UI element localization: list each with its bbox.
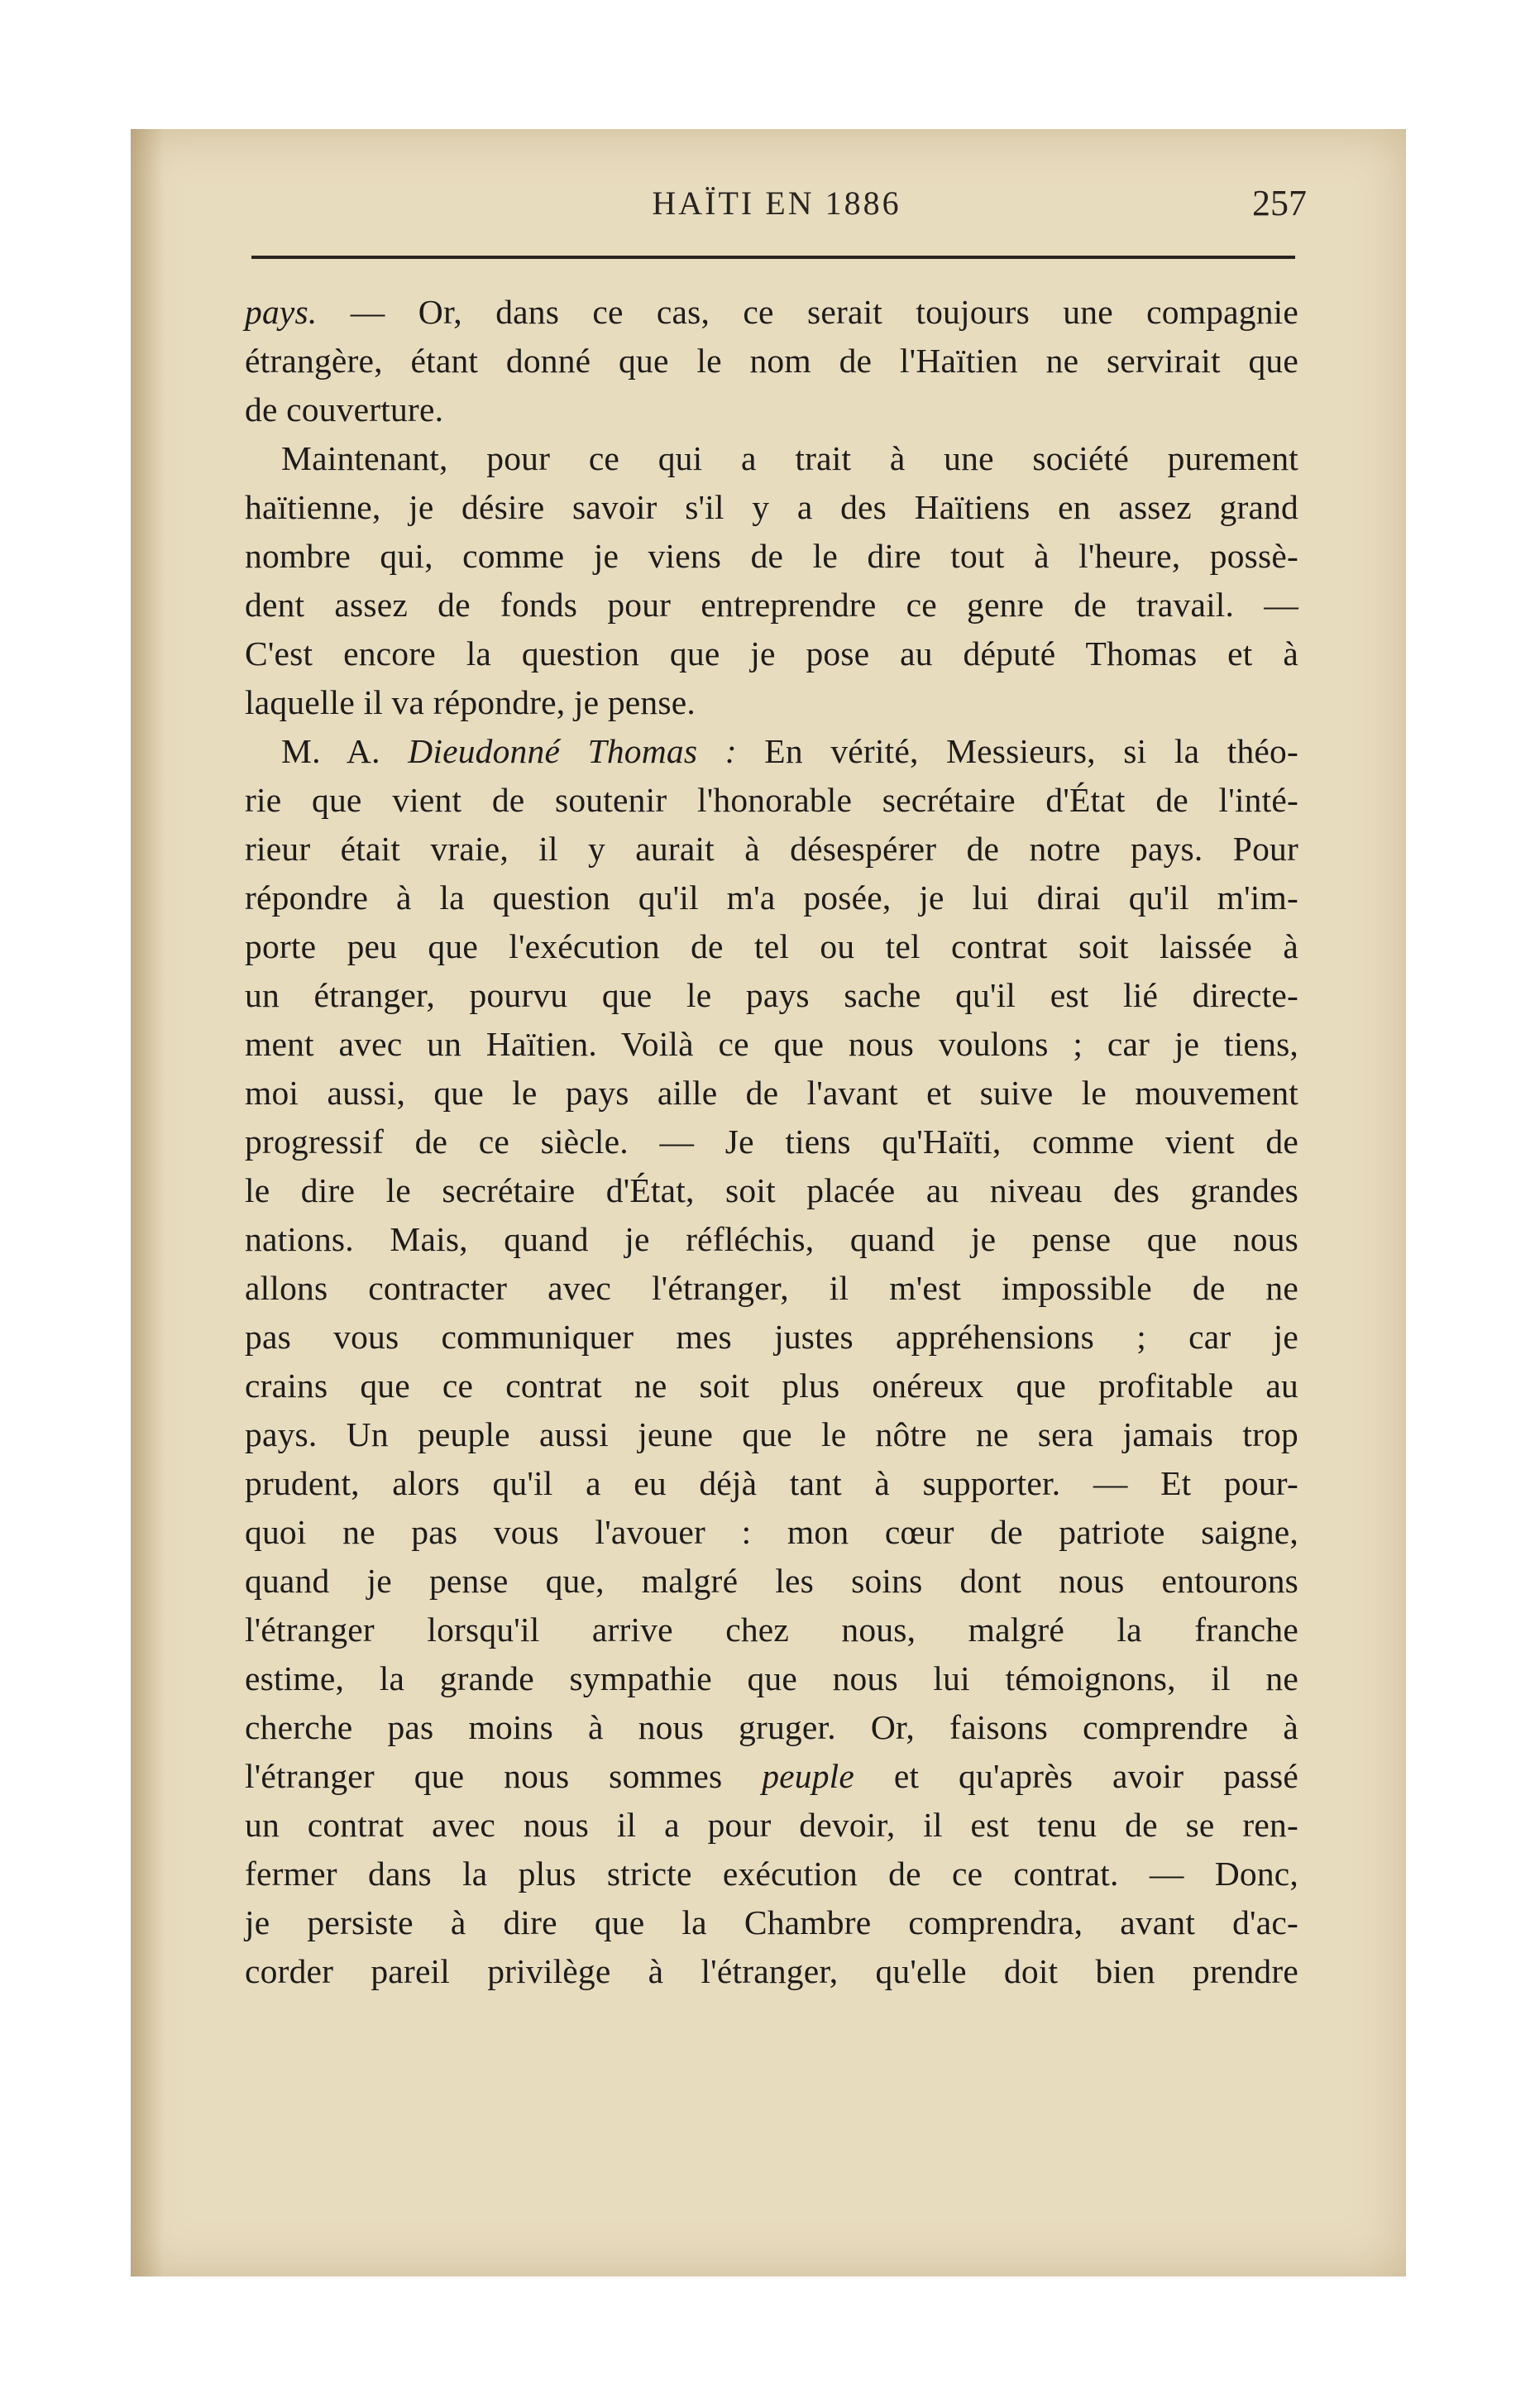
text-line: de couverture. — [245, 390, 444, 428]
text-fragment: l'étranger que nous sommes — [245, 1757, 763, 1795]
header-rule — [251, 256, 1295, 259]
text-line: crains que ce contrat ne soit plus onéreux que profitable au — [245, 1367, 1298, 1405]
text-line — [245, 727, 1298, 776]
page-number: 257 — [1252, 183, 1307, 223]
text-line: rie que vient de soutenir l'honorable secrétaire d'État de l'inté- — [245, 781, 1298, 819]
text-line: fermer dans la plus stricte exécution de ce contrat. — Donc, — [245, 1855, 1298, 1893]
text-line: nations. Mais, quand je réfléchis, quand je pense que nous — [245, 1220, 1298, 1258]
text-line: le dire le secrétaire d'État, soit placée au niveau des grandes — [245, 1171, 1298, 1209]
text-line: C'est encore la question que je pose au député Thomas et à — [245, 634, 1298, 673]
text-line: Maintenant, pour ce qui a trait à une société purement — [281, 439, 1298, 477]
text-line: pas vous communiquer mes justes appréhensions ; car je — [245, 1318, 1298, 1356]
text-fragment: En vérité, Messieurs, si la théo- — [736, 732, 1298, 770]
text-line: pays. Un peuple aussi jeune que le nôtre ne sera jamais trop — [245, 1415, 1298, 1453]
text-line: répondre à la question qu'il m'a posée, je lui dirai qu'il m'im- — [245, 878, 1298, 917]
text-line: corder pareil privilège à l'étranger, qu'elle doit bien prendre — [245, 1952, 1298, 1990]
book-page — [131, 129, 1406, 2276]
text-line: quoi ne pas vous l'avouer : mon cœur de patriote saigne, — [245, 1513, 1298, 1551]
running-title: HAÏTI EN 1886 — [652, 184, 901, 222]
text-line: laquelle il va répondre, je pense. — [245, 683, 696, 721]
text-line: cherche pas moins à nous gruger. Or, faisons comprendre à — [245, 1708, 1298, 1746]
text-line — [245, 288, 1298, 337]
page-header — [246, 177, 1307, 227]
text-line: haïtienne, je désire savoir s'il y a des Haïtiens en assez grand — [245, 488, 1298, 526]
text-line: l'étranger lorsqu'il arrive chez nous, malgré la franche — [245, 1611, 1298, 1649]
text-line: rieur était vraie, il y aurait à désespérer de notre pays. Pour — [245, 830, 1298, 868]
text-line: un étranger, pourvu que le pays sache qu'il est lié directe- — [245, 976, 1298, 1014]
text-line: étrangère, étant donné que le nom de l'Haïtien ne servirait que — [245, 342, 1298, 380]
text-line: progressif de ce siècle. — Je tiens qu'Haïti, comme vient de — [245, 1123, 1298, 1161]
text-line: un contrat avec nous il a pour devoir, il est tenu de se ren- — [245, 1806, 1298, 1844]
text-line: estime, la grande sympathie que nous lui témoignons, il ne — [245, 1659, 1298, 1697]
text-line: quand je pense que, malgré les soins dont nous entourons — [245, 1562, 1298, 1600]
speaker-name: Dieudonné Thomas : — [380, 732, 737, 770]
speaker-initials: M. A. — [281, 732, 380, 770]
text-line: prudent, alors qu'il a eu déjà tant à supporter. — Et pour- — [245, 1464, 1298, 1502]
text-line: ment avec un Haïtien. Voilà ce que nous voulons ; car je tiens, — [245, 1025, 1298, 1063]
text-line: porte peu que l'exécution de tel ou tel contrat soit laissée à — [245, 927, 1298, 965]
text-line: allons contracter avec l'étranger, il m'est impossible de ne — [245, 1269, 1298, 1307]
text-line: dent assez de fonds pour entreprendre ce genre de travail. — — [245, 586, 1298, 624]
body-text — [245, 288, 1298, 1996]
text-fragment: et qu'après avoir passé — [854, 1757, 1298, 1795]
text-line: je persiste à dire que la Chambre comprendra, avant d'ac- — [245, 1903, 1298, 1941]
text-fragment: pays. — [245, 293, 318, 331]
text-fragment: — Or, dans ce cas, ce serait toujours une compagnie — [317, 293, 1298, 331]
text-fragment: peuple — [762, 1757, 855, 1795]
text-line: nombre qui, comme je viens de le dire tout à l'heure, possè- — [245, 537, 1298, 575]
text-line: moi aussi, que le pays aille de l'avant et suive le mouvement — [245, 1074, 1298, 1112]
text-line — [245, 1752, 1298, 1801]
